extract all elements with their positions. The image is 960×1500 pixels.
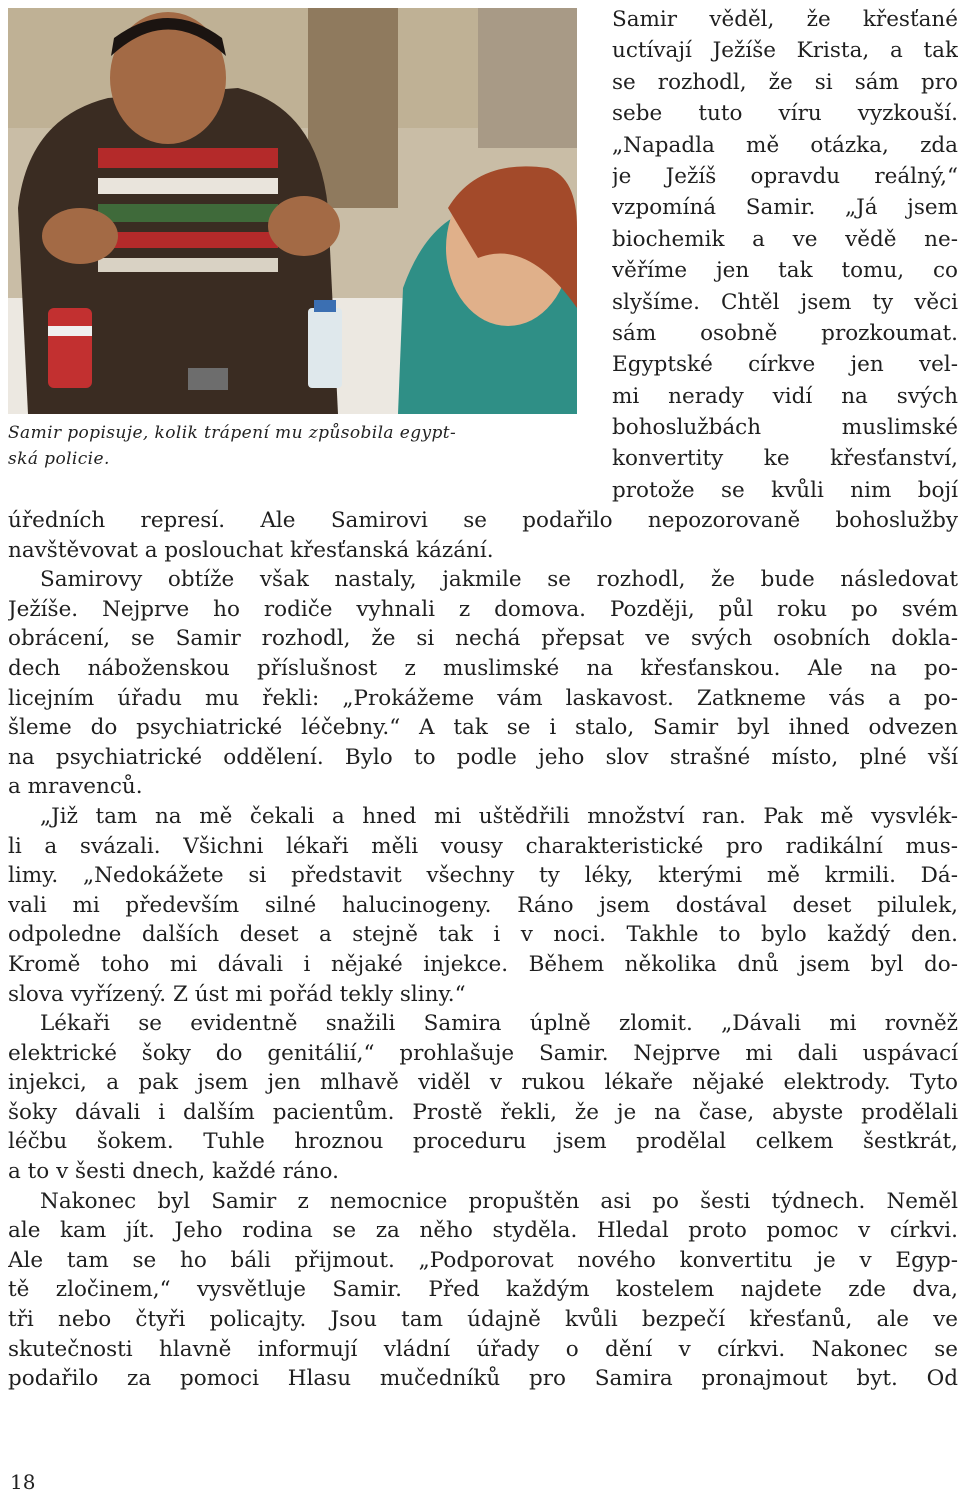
text-line: „Již tam na mě čekali a hned mi uštědřili množství ran. Pak mě vysvlék- (40, 803, 958, 829)
text-line: léčbu šokem. Tuhle hroznou proceduru jsem prodělal celkem šestkrát, (8, 1129, 958, 1155)
caption-line: ská policie. (8, 449, 110, 469)
text-line: limy. „Nedokážete si představit všechny ty léky, kterými mě krmili. Dá- (8, 863, 958, 889)
text-line: konvertity ke křesťanství, (612, 446, 958, 472)
text-line: na psychiatrické oddělení. Bylo to podle jeho slov strašné místo, plné vší (8, 744, 958, 770)
text-line: Kromě toho mi dávali i nějaké injekce. Během několika dnů jsem byl do- (8, 951, 958, 977)
text-line: elektrické šoky do genitálií,“ prohlašuje Samir. Nejprve mi dali uspávací (8, 1040, 958, 1066)
text-line: odpoledne dalších deset a stejně tak i v noci. Takhle to bylo každý den. (8, 922, 958, 948)
text-line: biochemik a ve vědě ne- (612, 226, 958, 252)
text-line: podařilo za pomoci Hlasu mučedníků pro Samira pronajmout byt. Od (8, 1366, 958, 1392)
text-line: skutečnosti hlavně informují vládní úřady o dění v církvi. Nakonec se (8, 1336, 958, 1362)
photo-caption (8, 420, 588, 472)
text-line: protože se kvůli nim bojí (612, 477, 958, 503)
text-line: li a svázali. Všichni lékaři měli vousy charakteristické pro radikální mus- (8, 833, 958, 859)
text-line: tři nebo čtyři policajty. Jsou tam údajně kvůli bezpečí křesťanů, ale ve (8, 1307, 958, 1333)
text-line: a to v šesti dnech, každé ráno. (8, 1159, 339, 1185)
text-line: licejním úřadu mu řekli: „Prokážeme vám laskavost. Zatkneme vás a po- (8, 685, 958, 711)
text-line: šoky dávali i dalším pacientům. Prostě řekli, že je na čase, abyste prodělali (8, 1099, 958, 1125)
body-text (8, 506, 958, 1394)
right-column-text (612, 4, 958, 506)
text-line: dech náboženskou příslušnost z muslimské na křesťanskou. Ale na po- (8, 655, 958, 681)
text-line: věříme jen tak tomu, co (612, 258, 958, 284)
text-line: navštěvovat a poslouchat křesťanská kázání. (8, 537, 494, 563)
text-line: tě zločinem,“ vysvětluje Samir. Před každým kostelem najdete zde dva, (8, 1277, 958, 1303)
text-line: uctívají Ježíše Krista, a tak (612, 38, 958, 64)
text-line: Ale tam se ho báli přijmout. „Podporovat nového konvertitu je v Egyp- (8, 1247, 958, 1273)
text-line: Egyptské církve jen vel- (612, 352, 958, 378)
page-number: 18 (10, 1470, 36, 1494)
caption-line: Samir popisuje, kolik trápení mu způsobila egypt- (8, 423, 457, 443)
text-line: Samirovy obtíže však nastaly, jakmile se rozhodl, že bude následovat (40, 567, 958, 593)
text-line: mi nerady vidí na svých (612, 383, 958, 409)
text-line: vali mi především silné halucinogeny. Ráno jsem dostával deset pilulek, (8, 892, 958, 918)
text-line: Nakonec byl Samir z nemocnice propuštěn asi po šesti týdnech. Neměl (40, 1188, 958, 1214)
text-line: a mravenců. (8, 774, 143, 800)
text-line: „Napadla mě otázka, zda (612, 132, 958, 158)
text-line: se rozhodl, že si sám pro (612, 69, 958, 95)
text-line: obrácení, se Samir rozhodl, že si nechá přepsat ve svých osobních dokla- (8, 626, 958, 652)
text-line: injekci, a pak jsem jen mlhavě viděl v rukou lékaře nějaké elektrody. Tyto (8, 1070, 958, 1096)
text-line: je Ježíš opravdu reálný,“ (612, 163, 958, 189)
text-line: sám osobně prozkoumat. (612, 320, 958, 346)
text-line: vzpomíná Samir. „Já jsem (612, 195, 958, 221)
text-line: ale kam jít. Jeho rodina se za něho styděla. Hledal proto pomoc v církvi. (8, 1218, 958, 1244)
text-line: šleme do psychiatrické léčebny.“ A tak se i stalo, Samir byl ihned odvezen (8, 715, 958, 741)
text-line: bohoslužbách muslimské (612, 415, 958, 441)
text-line: Ježíše. Nejprve ho rodiče vyhnali z domova. Později, půl roku po svém (8, 596, 958, 622)
article-photo (8, 8, 577, 414)
text-line: sebe tuto víru vyzkouší. (612, 101, 958, 127)
text-line: slyšíme. Chtěl jsem ty věci (612, 289, 958, 315)
text-line: úředních represí. Ale Samirovi se podařilo nepozorovaně bohoslužby (8, 508, 958, 533)
photo-two-people-at-table (8, 8, 577, 414)
text-line: Samir věděl, že křesťané (612, 7, 958, 32)
text-line: Lékaři se evidentně snažili Samira úplně zlomit. „Dávali mi rovněž (40, 1011, 958, 1037)
text-line: slova vyřízený. Z úst mi pořád tekly sliny.“ (8, 981, 466, 1007)
